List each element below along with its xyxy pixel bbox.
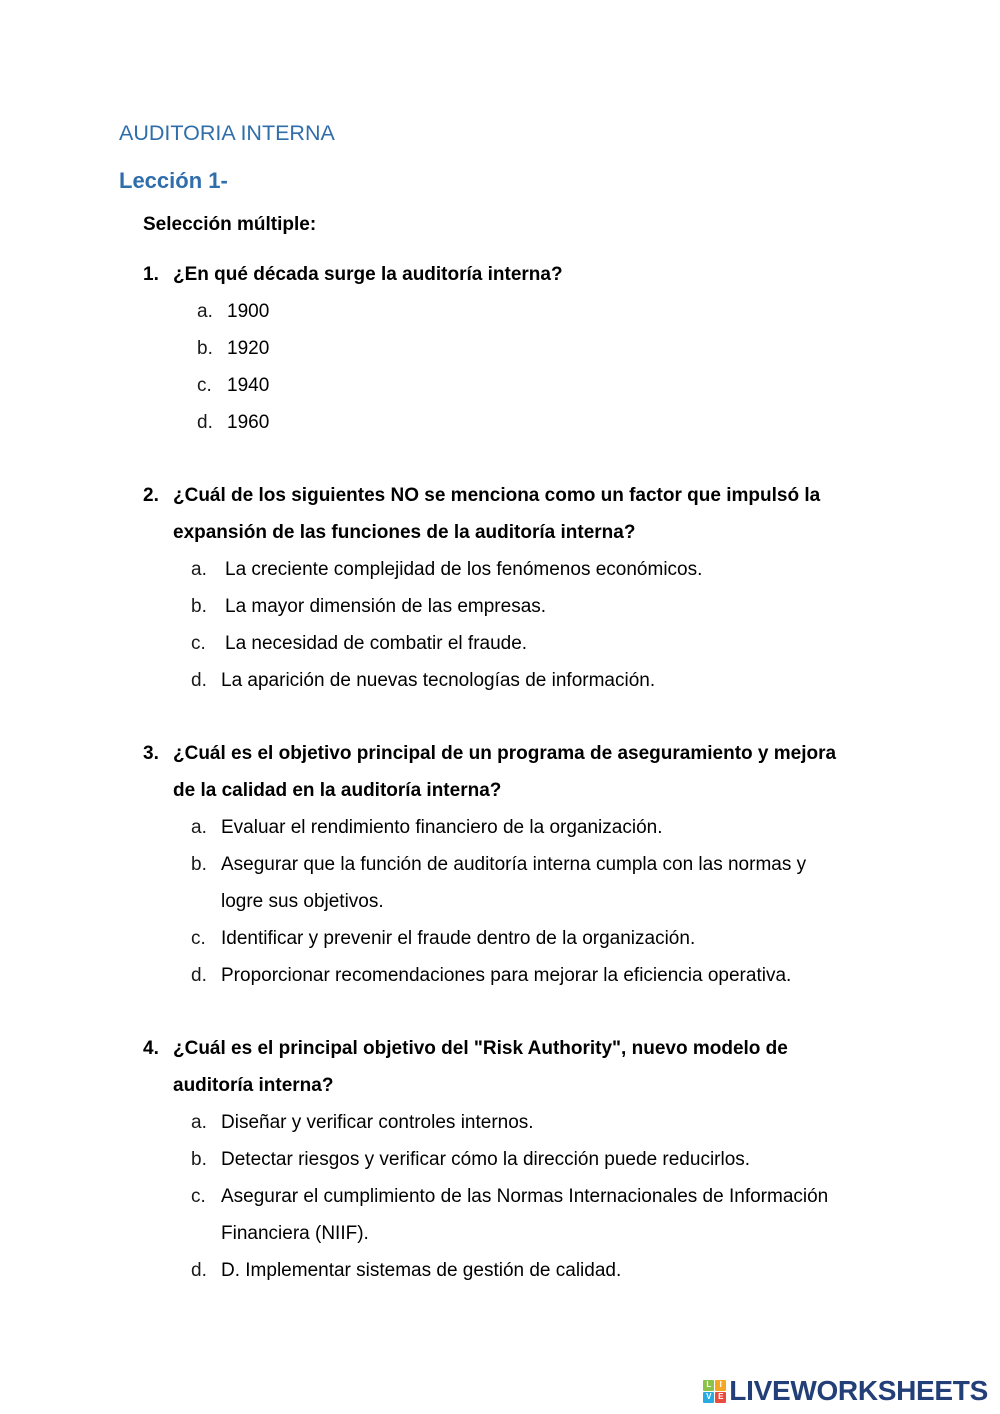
option-text (227, 404, 269, 441)
option-letter: a. (191, 1112, 207, 1133)
option-letter: d. (197, 412, 213, 433)
option-text (221, 625, 527, 662)
option-letter: b. (197, 338, 213, 359)
option-letter: c. (191, 633, 206, 654)
question-4 (0, 1030, 1000, 1289)
option-a[interactable] (0, 293, 1000, 330)
liveworksheets-logo[interactable] (703, 1376, 988, 1406)
logo-wordmark: LIVEWORKSHEETS (729, 1375, 988, 1406)
option-letter: b. (191, 596, 207, 617)
option-text-line: Financiera (NIIF). (221, 1223, 369, 1244)
option-text (221, 920, 695, 957)
question-header (0, 256, 1000, 293)
option-a[interactable] (0, 809, 1000, 846)
question-3 (0, 735, 1000, 994)
option-text-line: La creciente complejidad de los fenómenos económicos. (225, 559, 703, 580)
option-letter: a. (191, 559, 207, 580)
option-letter: c. (191, 928, 206, 949)
option-text (227, 293, 269, 330)
question-header (0, 735, 1000, 809)
option-letter: d. (191, 965, 207, 986)
question-number: 1. (143, 264, 159, 285)
question-text-line: ¿Cuál es el principal objetivo del "Risk Authority", nuevo modelo de (173, 1038, 788, 1059)
question-1 (0, 256, 1000, 441)
logo-icon-letter: E (715, 1392, 726, 1403)
option-letter: b. (191, 854, 207, 875)
option-letter: a. (191, 817, 207, 838)
question-number: 2. (143, 485, 159, 506)
option-text (221, 662, 655, 699)
option-text-line: Proporcionar recomendaciones para mejorar la eficiencia operativa. (221, 965, 792, 986)
option-letter: a. (197, 301, 213, 322)
option-c[interactable] (0, 367, 1000, 404)
option-c[interactable] (0, 1178, 1000, 1252)
option-text (221, 846, 806, 920)
option-text-line: 1920 (227, 338, 270, 359)
option-text-line: Detectar riesgos y verificar cómo la dirección puede reducirlos. (221, 1149, 751, 1170)
option-text (221, 957, 791, 994)
question-text-line: ¿Cuál es el objetivo principal de un programa de aseguramiento y mejora (173, 743, 837, 764)
liveworksheets-logo-icon (703, 1380, 726, 1403)
question-number: 4. (143, 1038, 159, 1059)
option-d[interactable] (0, 662, 1000, 699)
question-list (0, 256, 1000, 1289)
lesson-heading: Lección 1- (119, 168, 228, 193)
question-header (0, 477, 1000, 551)
option-text-line: D. Implementar sistemas de gestión de calidad. (221, 1260, 622, 1281)
question-number: 3. (143, 743, 159, 764)
option-d[interactable] (0, 1252, 1000, 1289)
question-text-line: expansión de las funciones de la auditoría interna? (173, 522, 636, 543)
option-text (227, 367, 269, 404)
option-text-line: Asegurar que la función de auditoría interna cumpla con las normas y (221, 854, 807, 875)
option-text (227, 330, 269, 367)
question-text (173, 1030, 788, 1104)
option-d[interactable] (0, 404, 1000, 441)
option-text-line: Evaluar el rendimiento financiero de la organización. (221, 817, 663, 838)
option-c[interactable] (0, 625, 1000, 662)
option-letter: d. (191, 670, 207, 691)
option-letter: c. (197, 375, 212, 396)
option-text-line: La mayor dimensión de las empresas. (225, 596, 547, 617)
logo-icon-letter: I (715, 1380, 726, 1391)
logo-icon-letter: V (703, 1392, 714, 1403)
option-text-line: La aparición de nuevas tecnologías de información. (221, 670, 656, 691)
option-text (221, 588, 546, 625)
option-text-line: 1960 (227, 412, 270, 433)
question-text (173, 735, 836, 809)
question-text-line: de la calidad en la auditoría interna? (173, 780, 502, 801)
question-text (173, 477, 820, 551)
question-text-line: ¿Cuál de los siguientes NO se menciona como un factor que impulsó la (173, 485, 821, 506)
question-header (0, 1030, 1000, 1104)
option-b[interactable] (0, 588, 1000, 625)
option-d[interactable] (0, 957, 1000, 994)
option-text-line: Asegurar el cumplimiento de las Normas Internacionales de Información (221, 1186, 829, 1207)
option-b[interactable] (0, 330, 1000, 367)
option-text (221, 1141, 750, 1178)
option-text-line: 1940 (227, 375, 270, 396)
option-text (221, 551, 702, 588)
question-text-line: auditoría interna? (173, 1075, 334, 1096)
option-text-line: 1900 (227, 301, 270, 322)
option-a[interactable] (0, 551, 1000, 588)
option-text (221, 809, 662, 846)
option-text-line: Identificar y prevenir el fraude dentro de la organización. (221, 928, 696, 949)
option-text-line: logre sus objetivos. (221, 891, 384, 912)
question-text (173, 256, 563, 293)
option-text (221, 1252, 621, 1289)
option-letter: d. (191, 1260, 207, 1281)
option-text (221, 1104, 534, 1141)
option-text-line: La necesidad de combatir el fraude. (225, 633, 528, 654)
option-b[interactable] (0, 1141, 1000, 1178)
option-text-line: Diseñar y verificar controles internos. (221, 1112, 534, 1133)
option-letter: c. (191, 1186, 206, 1207)
logo-icon-letter: L (703, 1380, 714, 1391)
option-c[interactable] (0, 920, 1000, 957)
option-a[interactable] (0, 1104, 1000, 1141)
option-b[interactable] (0, 846, 1000, 920)
question-2 (0, 477, 1000, 699)
section-heading: Selección múltiple: (143, 214, 317, 235)
option-letter: b. (191, 1149, 207, 1170)
option-text (221, 1178, 828, 1252)
worksheet-title: AUDITORIA INTERNA (119, 121, 335, 145)
question-text-line: ¿En qué década surge la auditoría interna? (173, 264, 563, 285)
